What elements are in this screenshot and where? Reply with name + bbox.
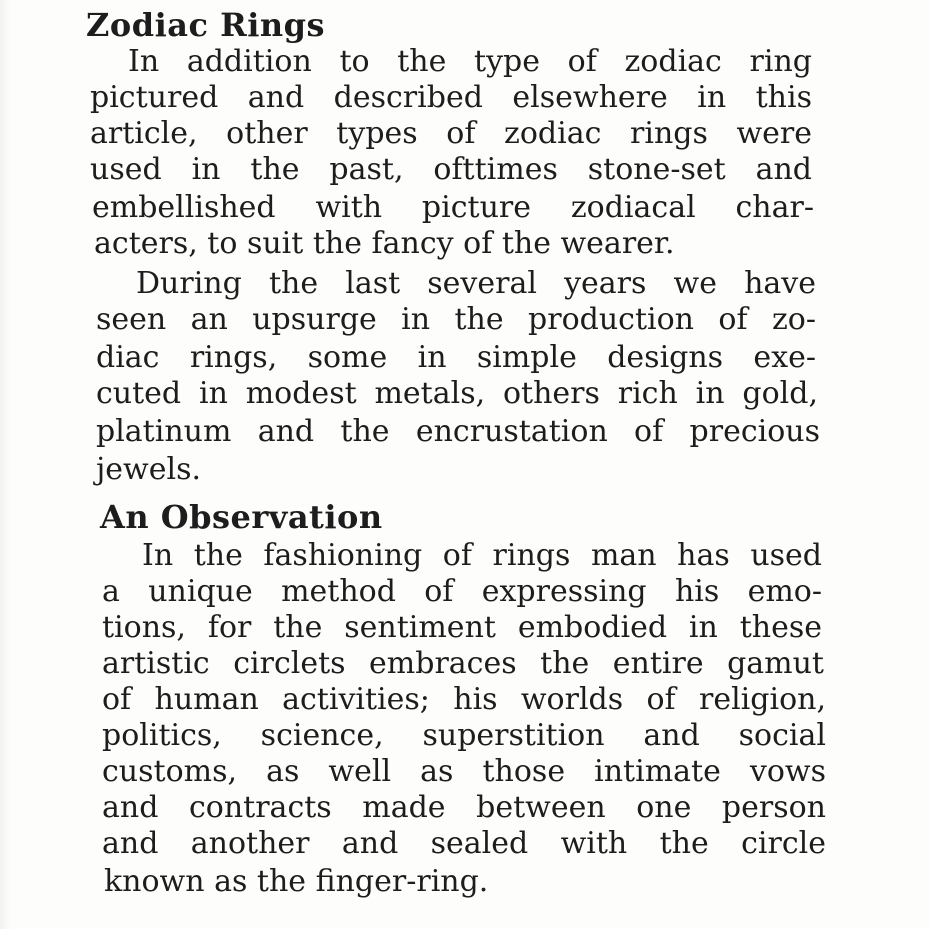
text-line: embellished with picture zodiacal char-	[92, 190, 814, 225]
text-line: pictured and described elsewhere in this	[90, 80, 812, 115]
text-line: politics, science, superstition and social	[102, 718, 826, 753]
text-line: article, other types of zodiac rings were	[90, 116, 812, 151]
text-line: jewels.	[96, 452, 202, 487]
text-line: known as the finger-ring.	[104, 864, 489, 899]
text-line: In addition to the type of zodiac ring	[128, 44, 812, 79]
text-line: cuted in modest metals, others rich in gold,	[96, 376, 818, 411]
text-line: artistic circlets embraces the entire gamut	[102, 646, 824, 681]
text-line: and another and sealed with the circle	[102, 826, 826, 861]
text-line: of human activities; his worlds of religion,	[102, 682, 826, 717]
text-line: platinum and the encrustation of precious	[96, 414, 820, 449]
heading-zodiac-rings: Zodiac Rings	[86, 6, 325, 44]
text-line: customs, as well as those intimate vows	[102, 754, 826, 789]
text-line: used in the past, ofttimes stone-set and	[90, 152, 812, 187]
text-line: diac rings, some in simple designs exe-	[96, 340, 816, 375]
page-edge-shadow	[0, 0, 10, 929]
heading-an-observation: An Observation	[100, 498, 383, 536]
text-line: and contracts made between one person	[102, 790, 826, 825]
text-line: acters, to suit the fancy of the wearer.	[94, 226, 675, 261]
text-line: a unique method of expressing his emo-	[102, 574, 822, 609]
text-line: tions, for the sentiment embodied in these	[102, 610, 822, 645]
text-line: During the last several years we have	[136, 266, 816, 301]
text-line: seen an upsurge in the production of zo-	[96, 302, 816, 337]
text-line: In the fashioning of rings man has used	[142, 538, 822, 573]
